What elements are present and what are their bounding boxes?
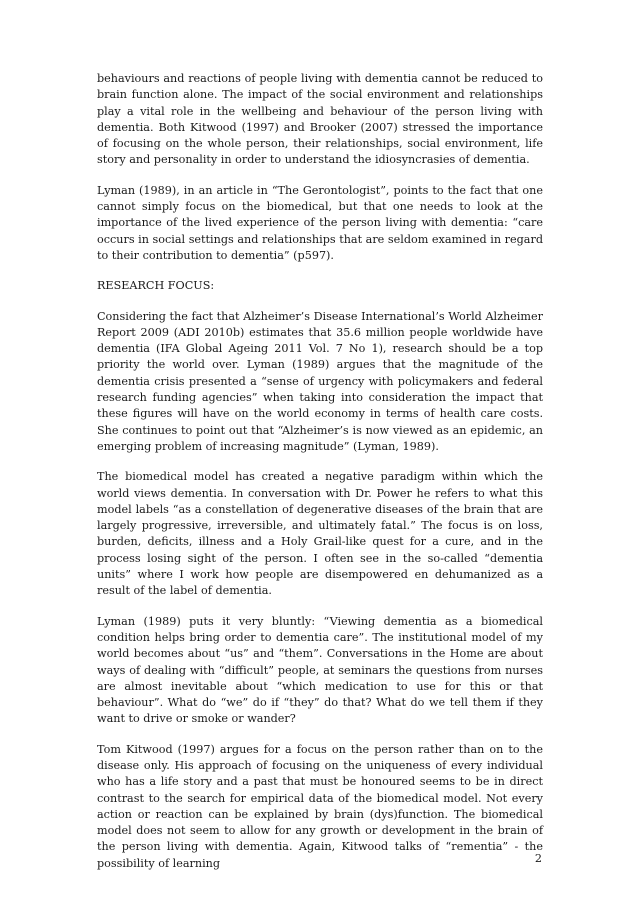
paragraph-kitwood: Tom Kitwood (1997) argues for a focus on the person rather than on to the disease only. His approach of focusing on the uniqueness of every individual who has a life story and a past that must be honoured seems to be in direct contrast to the search for empirical data of the biomedical model. Not every action or reaction can be explained by brain (dys)function. The biomedical model does not seem to allow for any growth or development in the brain of the person living with dementia. Again, Kitwood talks of “rementia” - the possibility of learning <box>97 742 543 870</box>
document-page <box>97 71 543 886</box>
paragraph-biomedical-model: The biomedical model has created a negative paradigm within which the world views dementia. In conversation with Dr. Power he refers to what this model labels “as a constellation of degenerative diseases of the brain that are largely progressive, irreversible, and ultimately fatal.” The focus is on loss, burden, deficits, illness and a Holy Grail-like quest for a cure, and in the process losing sight of the person. I often see in the so-called “dementia units” where I work how people are disempowered en dehumanized as a result of the label of dementia. <box>97 470 543 598</box>
paragraph-lyman-gerontologist: Lyman (1989), in an article in “The Gerontologist”, points to the fact that one cannot simply focus on the biomedical, but that one needs to look at the importance of the lived experience of the person living with dementia: “care occurs in social settings and relationships that are seldom examined in regard to their contribution to dementia” (p597). <box>97 183 543 262</box>
paragraph-adi-report: Considering the fact that Alzheimer’s Disease International’s World Alzheimer Report 2009 (ADI 2010b) estimates that 35.6 million people worldwide have dementia (IFA Global Ageing 2011 Vol. 7 No 1), research should be a top priority the world over. Lyman (1989) argues that the magnitude of the dementia crisis presented a “sense of urgency with policymakers and federal research funding agencies” when taking into consideration the impact that these figures will have on the world economy in terms of health care costs. She continues to point out that “Alzheimer’s is now viewed as an epidemic, an emerging problem of increasing magnitude” (Lyman, 1989). <box>97 309 543 453</box>
paragraph-lyman-bluntly: Lyman (1989) puts it very bluntly: “Viewing dementia as a biomedical condition helps bring order to dementia care”. The institutional model of my world becomes about “us” and “them”. Conversations in the Home are about ways of dealing with “difficult” people, at seminars the questions from nurses are almost inevitable about “which medication to use for this or that behaviour”. What do “we” do if “they” do that? What do we tell them if they want to drive or smoke or wander? <box>97 614 543 726</box>
section-heading-research-focus: RESEARCH FOCUS: <box>97 279 215 293</box>
page-number: 2 <box>534 852 542 865</box>
paragraph-intro: behaviours and reactions of people living with dementia cannot be reduced to brain function alone. The impact of the social environment and relationships play a vital role in the wellbeing and behaviour of the person living with dementia. Both Kitwood (1997) and Brooker (2007) stressed the importance of focusing on the whole person, their relationships, social environment, life story and personality in order to understand the idiosyncrasies of dementia. <box>97 72 543 167</box>
